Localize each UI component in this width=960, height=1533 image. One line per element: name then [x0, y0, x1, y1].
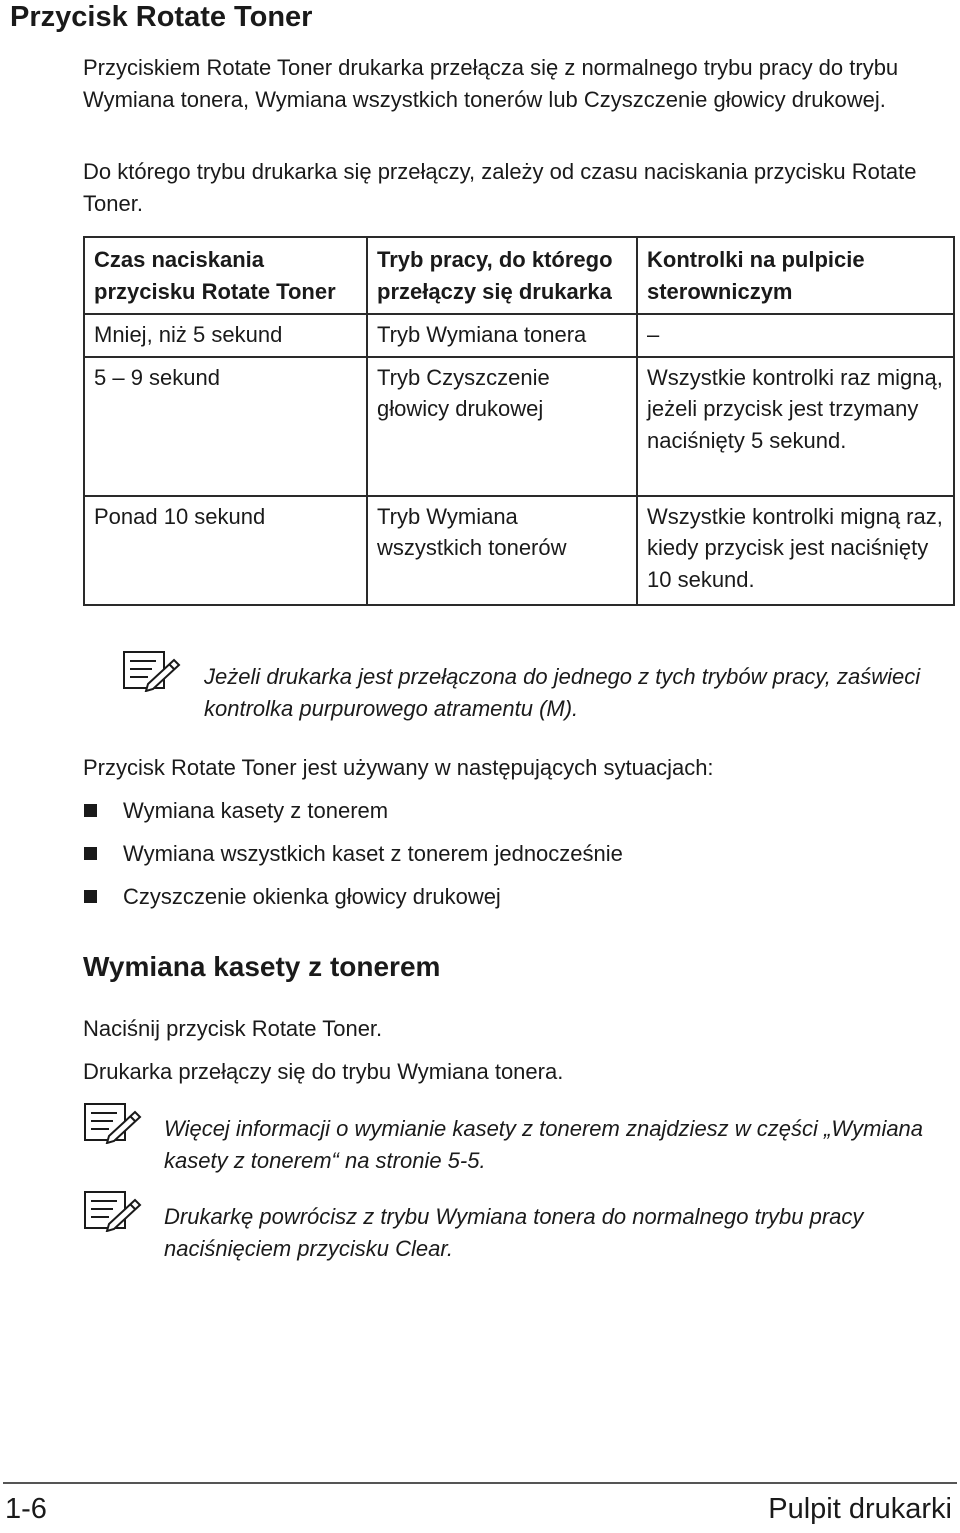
- table-row: [84, 314, 954, 357]
- list-item: Wymiana wszystkich kaset z tonerem jednocześnie: [83, 838, 953, 881]
- table-cell: Tryb Wymiana wszystkich tonerów: [367, 496, 637, 605]
- column-header-mode: Tryb pracy, do którego przełączy się drukarka: [367, 237, 637, 314]
- page-title: Przycisk Rotate Toner: [10, 1, 313, 33]
- usage-intro: Przycisk Rotate Toner jest używany w następujących sytuacjach:: [83, 755, 714, 780]
- intro-paragraph-2: Do którego trybu drukarka się przełączy, zależy od czasu naciskania przycisku Rotate Toner.: [83, 159, 917, 216]
- page-number: 1-6: [5, 1493, 47, 1525]
- bullet-icon: [84, 847, 97, 860]
- table-row: [84, 357, 954, 496]
- table-header-row: [84, 237, 954, 314]
- footer-divider: [3, 1482, 957, 1484]
- section-heading: Wymiana kasety z tonerem: [83, 951, 441, 982]
- note-pencil-icon: [83, 1190, 143, 1232]
- table-cell: –: [637, 314, 954, 357]
- column-header-press-time: Czas naciskania przycisku Rotate Toner: [84, 237, 367, 314]
- table-cell: Mniej, niż 5 sekund: [84, 314, 367, 357]
- intro-paragraph: Przyciskiem Rotate Toner drukarka przełącza się z normalnego trybu pracy do trybu Wymiana tonera, Wymiana wszystkich tonerów lub Czyszczenie głowicy drukowej.: [83, 55, 899, 112]
- column-header-indicators: Kontrolki na pulpicie sterowniczym: [637, 237, 954, 314]
- bullet-icon: [84, 804, 97, 817]
- bullet-icon: [84, 890, 97, 903]
- note-pencil-icon: [122, 650, 182, 692]
- chapter-title: Pulpit drukarki: [768, 1493, 952, 1525]
- note-more-info: Więcej informacji o wymianie kasety z tonerem znajdziesz w części „Wymiana kasety z tonerem“ na stronie 5-5.: [164, 1116, 924, 1173]
- note-pencil-icon: [83, 1102, 143, 1144]
- note-magenta-indicator: Jeżeli drukarka jest przełączona do jednego z tych trybów pracy, zaświeci kontrolka purpurowego atramentu (M).: [204, 664, 921, 721]
- table-cell: Wszystkie kontrolki raz migną, jeżeli przycisk jest trzymany naciśnięty 5 sekund.: [637, 357, 954, 496]
- note-clear-button: Drukarkę powrócisz z trybu Wymiana tonera do normalnego trybu pracy naciśnięciem przycisku Clear.: [164, 1204, 864, 1261]
- usage-list: [83, 795, 953, 924]
- table-cell: Tryb Czyszczenie głowicy drukowej: [367, 357, 637, 496]
- list-item: Czyszczenie okienka głowicy drukowej: [83, 881, 953, 924]
- list-item: Wymiana kasety z tonerem: [83, 795, 953, 838]
- table-cell: Tryb Wymiana tonera: [367, 314, 637, 357]
- table-row: [84, 496, 954, 605]
- step-mode-change: Drukarka przełączy się do trybu Wymiana tonera.: [83, 1059, 564, 1084]
- table-cell: Ponad 10 sekund: [84, 496, 367, 605]
- table-cell: 5 – 9 sekund: [84, 357, 367, 496]
- step-press-button: Naciśnij przycisk Rotate Toner.: [83, 1016, 383, 1041]
- mode-table: [83, 236, 955, 606]
- table-cell: Wszystkie kontrolki migną raz, kiedy przycisk jest naciśnięty 10 sekund.: [637, 496, 954, 605]
